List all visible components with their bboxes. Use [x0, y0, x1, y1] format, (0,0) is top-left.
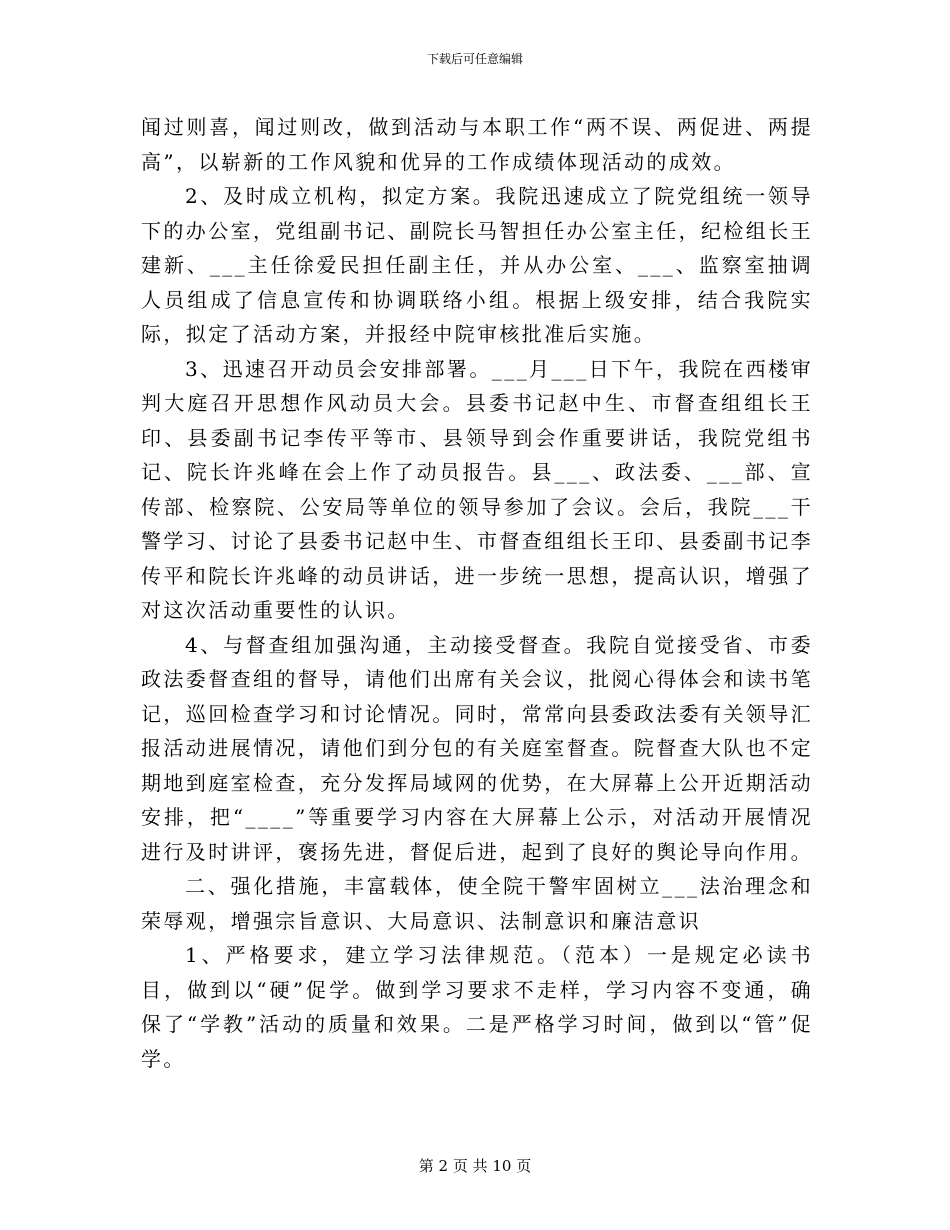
paragraph: 2、及时成立机构，拟定方案。我院迅速成立了院党组统一领导下的办公室，党组副书记、副院长马智担任办公室主任，纪检组长王建新、___主任徐爱民担任副主任，并从办公室、___、监察室抽调人员组成了信息宣传和协调联络小组。根据上级安排，结合我院实际，拟定了活动方案，并报经中院审核批准后实施。 [141, 184, 813, 346]
paragraph: 闻过则喜，闻过则改，做到活动与本职工作“两不误、两促进、两提高”，以崭新的工作风貌和优异的工作成绩体现活动的成效。 [141, 115, 813, 174]
page-number: 第 2 页 共 10 页 [418, 1157, 532, 1175]
paragraph: 1、严格要求，建立学习法律规范。（范本）一是规定必读书目，做到以“硬”促学。做到学习要求不走样，学习内容不变通，确保了“学教”活动的质量和效果。二是严格学习时间，做到以“管”促学。 [141, 943, 813, 1071]
paragraph: 3、迅速召开动员会安排部署。___月___日下午，我院在西楼审判大庭召开思想作风动员大会。县委书记赵中生、市督查组组长王印、县委副书记李传平等市、县领导到会作重要讲话，我院党组书记、院长许兆峰在会上作了动员报告。县___、政法委、___部、宣传部、检察院、公安局等单位的领导参加了会议。会后，我院___干警学习、讨论了县委书记赵中生、市督查组组长王印、县委副书记李传平和院长许兆峰的动员讲话，进一步统一思想，提高认识，增强了对这次活动重要性的认识。 [141, 356, 813, 622]
paragraph: 4、与督查组加强沟通，主动接受督查。我院自觉接受省、市委政法委督查组的督导，请他们出席有关会议，批阅心得体会和读书笔记，巡回检查学习和讨论情况。同时，常常向县委政法委有关领导汇报活动进展情况，请他们到分包的有关庭室督查。院督查大队也不定期地到庭室检查，充分发挥局域网的优势，在大屏幕上公开近期活动安排，把“____”等重要学习内容在大屏幕上公示，对活动开展情况进行及时讲评，褒扬先进，督促后进，起到了良好的舆论导向作用。 [141, 632, 813, 864]
page-header: 下载后可任意编辑 [426, 52, 523, 66]
document-body [141, 110, 813, 1076]
section-heading: 二、强化措施，丰富载体，使全院干警牢固树立___法治理念和荣辱观，增强宗旨意识、大局意识、法制意识和廉洁意识 [141, 874, 813, 933]
